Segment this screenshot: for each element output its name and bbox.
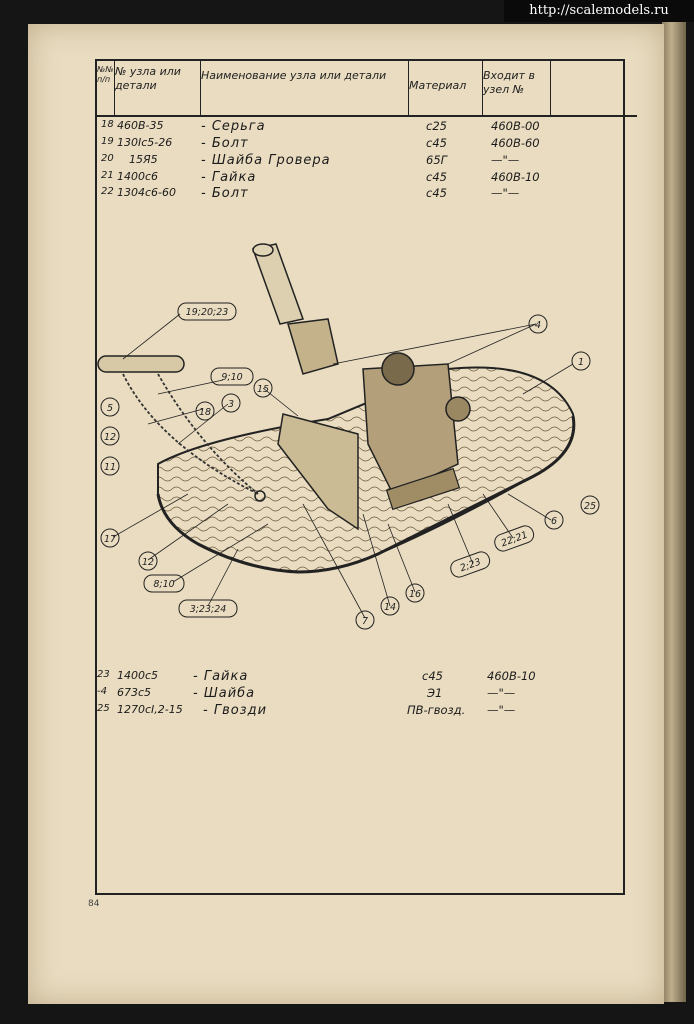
- assembly-drawing: [28, 24, 664, 1004]
- facing-page-edge: [662, 22, 686, 1002]
- svg-text:8;10: 8;10: [153, 579, 175, 590]
- callout-6: [545, 511, 563, 529]
- svg-text:22;21: 22;21: [499, 529, 530, 550]
- callout-1: [572, 352, 590, 370]
- svg-text:18: 18: [198, 407, 212, 418]
- svg-text:4: 4: [534, 320, 542, 331]
- svg-text:9;10: 9;10: [221, 372, 243, 383]
- strut-clamp: [288, 319, 338, 374]
- callout-14: [381, 597, 399, 615]
- pivot-bolt: [446, 397, 470, 421]
- callout-16: [406, 584, 424, 602]
- callout-4: [529, 315, 547, 333]
- svg-text:7: 7: [361, 616, 369, 627]
- callout-3: [222, 394, 240, 412]
- watermark-url: http://scalemodels.ru: [504, 0, 694, 22]
- svg-text:3: 3: [227, 399, 235, 410]
- callout-5: [101, 398, 119, 416]
- svg-text:25: 25: [583, 501, 597, 512]
- swivel-hub: [382, 353, 414, 385]
- page-number: 84: [88, 899, 100, 909]
- callout-19-20-23: [178, 303, 236, 320]
- svg-text:11: 11: [103, 462, 117, 473]
- strut-cap: [253, 244, 273, 256]
- callout-8-10: [144, 575, 184, 592]
- callout-25: [581, 496, 599, 514]
- header-material-col: Материал: [409, 61, 483, 115]
- svg-text:3;23;24: 3;23;24: [189, 604, 227, 615]
- header-num-col: №№ п/п: [97, 61, 115, 115]
- svg-text:17: 17: [103, 534, 117, 545]
- svg-text:15: 15: [256, 384, 270, 395]
- callout-9-10: [211, 368, 253, 385]
- svg-text:14: 14: [383, 602, 397, 613]
- callout-18: [196, 402, 214, 420]
- callout-15: [254, 379, 272, 397]
- callout-12-lower: [139, 552, 157, 570]
- svg-text:16: 16: [408, 589, 422, 600]
- svg-text:1: 1: [577, 357, 585, 368]
- svg-text:12: 12: [103, 432, 117, 443]
- svg-text:2;23: 2;23: [458, 556, 483, 575]
- parts-table-frame: №№ п/п № узла или детали Наименование узла или детали Материал Входит в узел № 18 460В-35 - Серьга с25 460В-00 19 130Iс5-26 - Болт с45 460В-60 20 15Я5 - Шайба Гровера 65Г —"— 21 1400с6 - Гайка с45 460В-10 22 1304с6-60 - Болт с45 —"— 23 1400с5 - Гайка с45 460В-10 -4 673с5 - Шайба Э1 —"— 25 1270сI,2-15 - Гвозди ПВ-гвозд. —"—: [95, 59, 625, 895]
- callout-22-21: [492, 524, 535, 554]
- callout-2-23: [448, 550, 491, 580]
- header-assembly-col: Входит в узел №: [483, 61, 551, 115]
- header-name-col: Наименование узла или детали: [201, 61, 409, 115]
- callout-7: [356, 611, 374, 629]
- svg-text:12: 12: [141, 557, 155, 568]
- callout-12-upper: [101, 427, 119, 445]
- svg-text:6: 6: [550, 516, 558, 527]
- callout-3-23-24: [179, 600, 237, 617]
- svg-text:19;20;23: 19;20;23: [185, 307, 229, 318]
- header-code-col: № узла или детали: [115, 61, 201, 115]
- callout-11: [101, 457, 119, 475]
- svg-text:5: 5: [106, 403, 114, 414]
- callout-17: [101, 529, 119, 547]
- book-page: [28, 24, 664, 1004]
- tube-left: [98, 356, 184, 372]
